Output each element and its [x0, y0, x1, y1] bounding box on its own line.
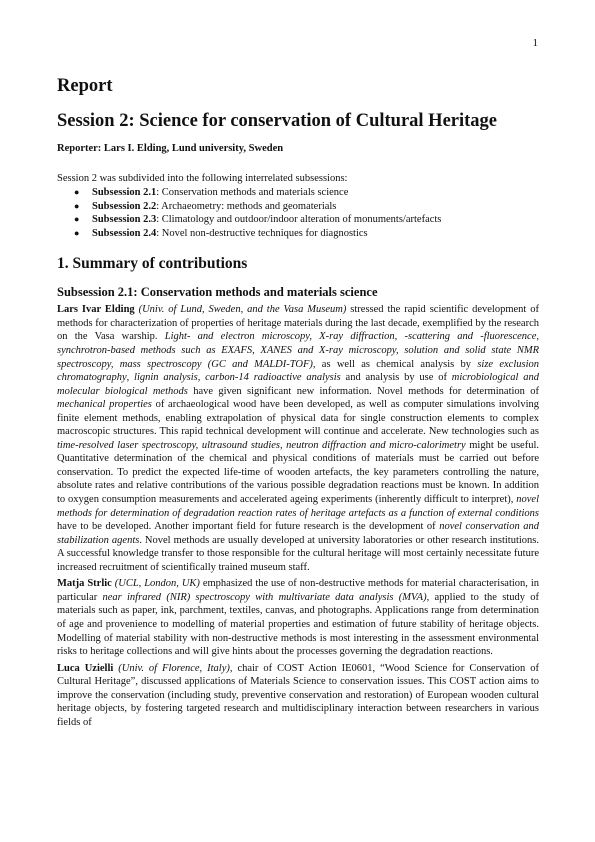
subsession-name: Subsession 2.3	[92, 214, 157, 226]
italic-run: novel methods for determination of degradation reaction rates of heritage artefacts as a function of external conditions	[57, 494, 539, 519]
paragraph-elding	[57, 303, 539, 574]
text-run: have to be developed. Another important field for future research is the development of	[57, 521, 440, 533]
bullet-icon: ●	[74, 187, 80, 197]
list-item	[74, 213, 539, 227]
italic-run: novel conservation and stabilization agents	[57, 521, 539, 546]
list-item	[74, 186, 539, 200]
author-affiliation: (Univ. of Lund, Sweden, and the Vasa Museum)	[138, 304, 347, 316]
italic-run: near infrared (NIR) spectroscopy with multivariate data analysis (MVA)	[102, 591, 427, 603]
italic-run: size exclusion chromatography	[57, 358, 539, 384]
intro-text: Session 2 was subdivided into the following interrelated subsessions:	[57, 173, 348, 184]
reporter-line: Reporter: Lars I. Elding, Lund university, Sweden	[57, 143, 284, 154]
text-run: . Novel methods are usually developed at university laboratories or other research institutions. A successful knowledge transfer to those responsible for the cultural heritage will most certainly necessitate future increased recruitment of scientifically trained museum staff.	[57, 534, 540, 573]
report-title: Report	[57, 76, 113, 96]
text-run: of archaeological wood have been developed, as well as computer simulations involving finite element methods, enabling extrapolation of physical data for single construction elements to complex macroscopic structures. This rapid technical development will continue and accelerate. New technologies such as	[57, 399, 539, 438]
document-body	[57, 74, 539, 732]
text-run: have given significant new information. Novel methods for determination of	[187, 385, 539, 397]
italic-run: Light- and electron microscopy, X-ray diffraction, -scattering and -fluorescence, synchrotron-based methods such as EXAFS, XANES and X-ray microscopy, solution and solid state NMR spectroscopy, mass spectroscopy (GC and MALDI-TOF)	[57, 331, 539, 370]
text-run: , chair of COST Action IE0601, “Wood Science for Conservation of Cultural Heritage”, discussed applications of Materials Science to conservation issues. This COST action aims to improve the conservation (including study, preventive conservation and restoration) of European wooden cultural heritage objects, by fostering targeted research and multidisciplinary interaction between researchers in various fields of	[57, 662, 540, 728]
bullet-icon: ●	[74, 200, 80, 211]
author-affiliation: (UCL, London, UK)	[114, 578, 200, 590]
italic-run: lignin analysis, carbon-14 radioactive analysis	[134, 372, 341, 384]
subsession-name: Subsession 2.1	[92, 187, 157, 198]
text-run: and analysis by use of	[340, 372, 452, 384]
paragraph-uzielli	[57, 662, 539, 730]
author-name: Luca Uzielli	[57, 662, 114, 674]
text-run: , as well as chemical analysis by	[312, 358, 478, 370]
italic-run: time-resolved laser spectroscopy, ultrasound studies, neutron diffraction and micro-calorimetry	[57, 439, 466, 451]
text-run: emphasized the use of non-destructive methods for material characterisation, in particular	[57, 578, 539, 603]
text-run: might be useful. Quantitative determination of the chemical and physical conditions of materials must be carried out before conservation. To predict the expected life-time of wooden artefacts, the key parameters controlling the nature, absolute rates and relative contributions of the various possible degradation reactions must be known. In addition to oxygen consumption measurements and accelerated ageing experiments (inherently difficult to interpret),	[57, 439, 540, 506]
author-affiliation: (Univ. of Florence, Italy)	[118, 662, 230, 674]
subsession-name: Subsession 2.2	[92, 200, 157, 212]
text-run: ,	[126, 372, 135, 384]
bullet-icon: ●	[74, 214, 80, 225]
subsession-desc: : Archaeometry: methods and geomaterials	[156, 200, 337, 212]
subsession-desc: : Climatology and outdoor/indoor alteration of monuments/artefacts	[156, 214, 442, 226]
list-item	[74, 200, 539, 214]
italic-run: microbiological and molecular biological methods	[57, 372, 539, 397]
subsession-name: Subsession 2.4	[92, 227, 157, 239]
section-title: 1. Summary of contributions	[57, 255, 248, 273]
bullet-icon: ●	[74, 227, 80, 238]
page-number: 1	[532, 37, 538, 49]
author-name: Lars Ivar Elding	[57, 304, 135, 316]
list-item	[74, 227, 539, 241]
subsession-list	[57, 186, 539, 240]
subsession-desc: : Conservation methods and materials science	[156, 187, 349, 198]
paragraph-strlic	[57, 577, 539, 658]
subsection-title: Subsession 2.1: Conservation methods and materials science	[57, 285, 378, 300]
subsession-desc: : Novel non-destructive techniques for diagnostics	[156, 227, 368, 239]
text-run: , applied to the study of materials such as paper, ink, parchment, textiles, canvas, and photographs. Applications range from determination of age and provenience to modelling of material properties and estimation of future stability of heritage objects. Modelling of material stability with non-destructive methods is most interesting in the assessment environmental risks to heritage collections and will give hints about the processes governing the degradation reactions.	[57, 591, 539, 658]
text-run: stressed the rapid scientific development of methods for characterization of properties of heritage materials during the last decade, exemplified by the research on the Vasa warship.	[57, 304, 540, 343]
italic-run: mechanical properties	[57, 399, 152, 411]
author-name: Matja Strlic	[57, 578, 112, 590]
session-title: Session 2: Science for conservation of Cultural Heritage	[57, 111, 497, 131]
